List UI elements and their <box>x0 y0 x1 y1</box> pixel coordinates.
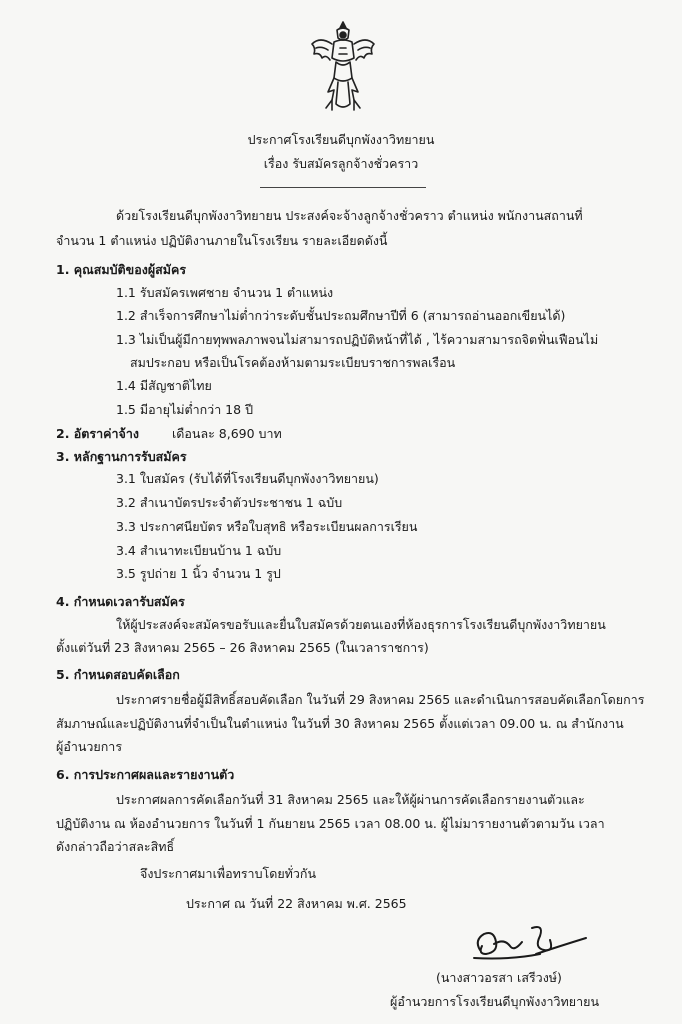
wage-value: เดือนละ 8,690 บาท <box>172 426 282 441</box>
section-6-line-1: ประกาศผลการคัดเลือกวันที่ 31 สิงหาคม 2565 และให้ผู้ผ่านการคัดเลือกรายงานตัวและ <box>116 792 585 807</box>
section-3-heading: 3. หลักฐานการรับสมัคร <box>56 449 187 464</box>
signature-icon <box>470 920 590 966</box>
section-1-item: 1.5 มีอายุไม่ต่ำกว่า 18 ปี <box>116 402 253 417</box>
section-5-line-2: สัมภาษณ์และปฏิบัติงานที่จำเป็นในตำแหน่ง ในวันที่ 30 สิงหาคม 2565 ตั้งแต่เวลา 09.00 น. ณ สำนักงาน <box>56 716 624 731</box>
section-3-item: 3.4 สำเนาทะเบียนบ้าน 1 ฉบับ <box>116 543 282 558</box>
signatory-position: ผู้อำนวยการโรงเรียนดีบุกพังงาวิทยายน <box>390 994 599 1009</box>
section-6-heading: 6. การประกาศผลและรายงานตัว <box>56 767 235 782</box>
section-1-item: 1.1 รับสมัครเพศชาย จำนวน 1 ตำแหน่ง <box>116 285 334 300</box>
closing-notice: จึงประกาศมาเพื่อทราบโดยทั่วกัน <box>140 866 317 881</box>
title-divider <box>260 187 426 188</box>
section-3-item: 3.1 ใบสมัคร (รับได้ที่โรงเรียนดีบุกพังงาวิทยายน) <box>116 471 379 486</box>
signatory-name: (นางสาวอรสา เสรีวงษ์) <box>436 970 562 985</box>
section-3-item: 3.5 รูปถ่าย 1 นิ้ว จำนวน 1 รูป <box>116 566 281 581</box>
section-1-item-continued: สมประกอบ หรือเป็นโรคต้องห้ามตามระเบียบราชการพลเรือน <box>130 355 456 370</box>
section-4-line-1: ให้ผู้ประสงค์จะสมัครขอรับและยื่นใบสมัครด้วยตนเองที่ห้องธุรการโรงเรียนดีบุกพังงาวิทยายน <box>116 617 606 632</box>
garuda-emblem-icon <box>310 18 376 114</box>
section-4-line-2: ตั้งแต่วันที่ 23 สิงหาคม 2565 – 26 สิงหาคม 2565 (ในเวลาราชการ) <box>56 640 429 655</box>
document-title: ประกาศโรงเรียนดีบุกพังงาวิทยายน <box>247 132 435 147</box>
section-1-item: 1.2 สำเร็จการศึกษาไม่ต่ำกว่าระดับชั้นประถมศึกษาปีที่ 6 (สามารถอ่านออกเขียนได้) <box>116 308 566 323</box>
intro-line-1: ด้วยโรงเรียนดีบุกพังงาวิทยายน ประสงค์จะจ้างลูกจ้างชั่วคราว ตำแหน่ง พนักงานสถานที่ <box>116 208 583 223</box>
announcement-date: ประกาศ ณ วันที่ 22 สิงหาคม พ.ศ. 2565 <box>186 896 407 911</box>
section-1-item: 1.3 ไม่เป็นผู้มีกายทุพพลภาพจนไม่สามารถปฏิบัติหน้าที่ได้ , ไร้ความสามารถจิตฟั่นเฟือนไม่ <box>116 332 599 347</box>
section-3-item: 3.3 ประกาศนียบัตร หรือใบสุทธิ หรือระเบียนผลการเรียน <box>116 519 418 534</box>
section-6-line-3: ดังกล่าวถือว่าสละสิทธิ์ <box>56 839 175 854</box>
document-subject: เรื่อง รับสมัครลูกจ้างชั่วคราว <box>263 156 419 171</box>
section-6-line-2: ปฏิบัติงาน ณ ห้องอำนวยการ ในวันที่ 1 กันยายน 2565 เวลา 08.00 น. ผู้ไม่มารายงานตัวตามวัน เวลา <box>56 816 605 831</box>
section-3-item: 3.2 สำเนาบัตรประจำตัวประชาชน 1 ฉบับ <box>116 495 343 510</box>
section-5-line-3: ผู้อำนวยการ <box>56 739 123 754</box>
intro-line-2: จำนวน 1 ตำแหน่ง ปฏิบัติงานภายในโรงเรียน รายละเอียดดังนี้ <box>56 233 388 248</box>
section-5-line-1: ประกาศรายชื่อผู้มีสิทธิ์สอบคัดเลือก ในวันที่ 29 สิงหาคม 2565 และดำเนินการสอบคัดเลือกโดยการ <box>116 692 645 707</box>
section-1-item: 1.4 มีสัญชาติไทย <box>116 378 212 393</box>
section-5-heading: 5. กำหนดสอบคัดเลือก <box>56 667 180 682</box>
section-4-heading: 4. กำหนดเวลารับสมัคร <box>56 594 185 609</box>
section-2-heading: 2. อัตราค่าจ้าง <box>56 426 139 441</box>
section-1-heading: 1. คุณสมบัติของผู้สมัคร <box>56 262 187 277</box>
